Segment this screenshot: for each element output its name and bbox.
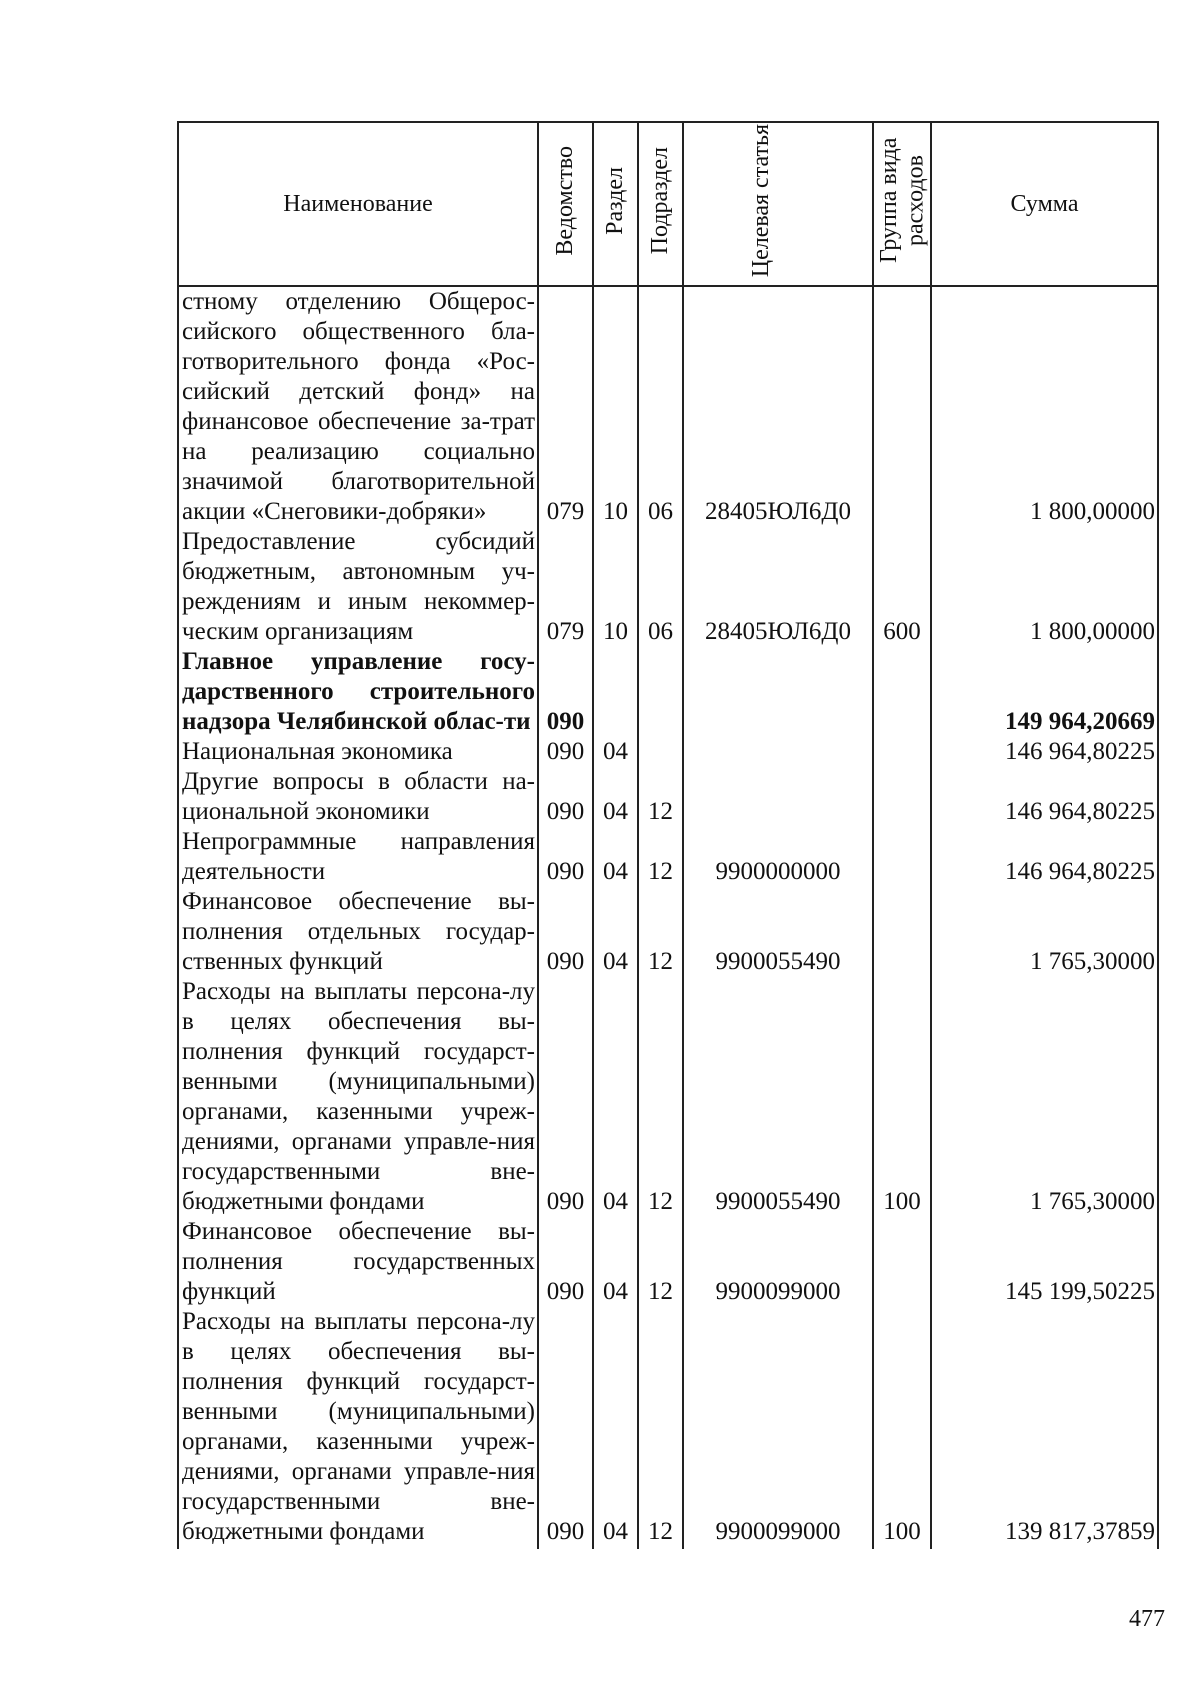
row-name: Расходы на выплаты персона-лу в целях обеспечения вы-полнения функций государст-венными (муниципальными) органами, казенными учреж-дениями, органами управле-ния государственными вне-бюджетными фондами	[178, 1307, 538, 1549]
row-celevaya-statya	[683, 647, 873, 737]
row-gruppa-vida-rashodov: 100	[873, 1307, 931, 1549]
row-name: Финансовое обеспечение вы-полнения отдельных государ-ственных функций	[178, 887, 538, 977]
row-summa: 149 964,20669	[931, 647, 1158, 737]
row-summa: 146 964,80225	[931, 767, 1158, 827]
row-razdel: 04	[593, 977, 638, 1217]
row-summa: 145 199,50225	[931, 1217, 1158, 1307]
row-vedomstvo: 090	[538, 977, 593, 1217]
row-vedomstvo: 090	[538, 767, 593, 827]
budget-table	[177, 121, 1159, 1549]
row-name: Национальная экономика	[178, 737, 538, 767]
row-gruppa-vida-rashodov	[873, 887, 931, 977]
row-celevaya-statya: 9900099000	[683, 1217, 873, 1307]
header-celevaya-statya: Целевая статья	[683, 122, 873, 286]
table-row	[178, 1307, 1158, 1549]
row-podrazdel: 12	[638, 1217, 683, 1307]
row-razdel: 04	[593, 1307, 638, 1549]
row-razdel: 10	[593, 527, 638, 647]
row-summa: 1 765,30000	[931, 977, 1158, 1217]
row-name: Другие вопросы в области на-циональной экономики	[178, 767, 538, 827]
table-row	[178, 767, 1158, 827]
table-row	[178, 737, 1158, 767]
row-podrazdel: 12	[638, 1307, 683, 1549]
row-celevaya-statya: 9900055490	[683, 977, 873, 1217]
row-vedomstvo: 090	[538, 827, 593, 887]
header-gruppa-vida-rashodov: Группа вида расходов	[873, 122, 931, 286]
row-podrazdel: 12	[638, 827, 683, 887]
row-celevaya-statya	[683, 737, 873, 767]
row-podrazdel: 06	[638, 286, 683, 527]
row-podrazdel: 12	[638, 767, 683, 827]
row-razdel: 04	[593, 737, 638, 767]
header-name: Наименование	[178, 122, 538, 286]
header-summa: Сумма	[931, 122, 1158, 286]
row-summa: 1 800,00000	[931, 286, 1158, 527]
row-podrazdel	[638, 647, 683, 737]
row-celevaya-statya: 9900055490	[683, 887, 873, 977]
row-summa: 1 765,30000	[931, 887, 1158, 977]
row-summa: 139 817,37859	[931, 1307, 1158, 1549]
row-name: Непрограммные направления деятельности	[178, 827, 538, 887]
row-name: стному отделению Общерос-сийского общественного бла-готворительного фонда «Рос-сийский детский фонд» на финансовое обеспечение за-трат на реализацию социально значимой благотворительной акции «Снеговики-добряки»	[178, 286, 538, 527]
row-gruppa-vida-rashodov	[873, 827, 931, 887]
row-gruppa-vida-rashodov: 100	[873, 977, 931, 1217]
row-summa: 1 800,00000	[931, 527, 1158, 647]
budget-table-sheet	[177, 121, 1157, 1549]
row-vedomstvo: 090	[538, 887, 593, 977]
row-celevaya-statya: 9900000000	[683, 827, 873, 887]
row-razdel	[593, 647, 638, 737]
row-vedomstvo: 079	[538, 286, 593, 527]
row-name: Расходы на выплаты персона-лу в целях обеспечения вы-полнения функций государст-венными (муниципальными) органами, казенными учреж-дениями, органами управле-ния государственными вне-бюджетными фондами	[178, 977, 538, 1217]
row-podrazdel: 12	[638, 977, 683, 1217]
row-razdel: 04	[593, 887, 638, 977]
table-row	[178, 827, 1158, 887]
table-row	[178, 977, 1158, 1217]
row-razdel: 10	[593, 286, 638, 527]
row-gruppa-vida-rashodov	[873, 737, 931, 767]
row-name: Главное управление госу-дарственного строительного надзора Челябинской облас-ти	[178, 647, 538, 737]
row-vedomstvo: 090	[538, 647, 593, 737]
row-vedomstvo: 090	[538, 1217, 593, 1307]
row-name: Финансовое обеспечение вы-полнения государственных функций	[178, 1217, 538, 1307]
row-gruppa-vida-rashodov: 600	[873, 527, 931, 647]
table-header	[178, 122, 1158, 286]
row-razdel: 04	[593, 767, 638, 827]
table-row	[178, 286, 1158, 527]
row-podrazdel	[638, 737, 683, 767]
table-row	[178, 1217, 1158, 1307]
row-celevaya-statya: 9900099000	[683, 1307, 873, 1549]
row-vedomstvo: 090	[538, 737, 593, 767]
row-gruppa-vida-rashodov	[873, 767, 931, 827]
row-podrazdel: 06	[638, 527, 683, 647]
row-razdel: 04	[593, 827, 638, 887]
row-podrazdel: 12	[638, 887, 683, 977]
row-vedomstvo: 090	[538, 1307, 593, 1549]
row-celevaya-statya: 28405ЮЛ6Д0	[683, 527, 873, 647]
header-podrazdel: Подраздел	[638, 122, 683, 286]
row-summa: 146 964,80225	[931, 827, 1158, 887]
row-vedomstvo: 079	[538, 527, 593, 647]
table-body	[178, 286, 1158, 1549]
row-summa: 146 964,80225	[931, 737, 1158, 767]
row-gruppa-vida-rashodov	[873, 1217, 931, 1307]
row-celevaya-statya	[683, 767, 873, 827]
row-razdel: 04	[593, 1217, 638, 1307]
header-razdel: Раздел	[593, 122, 638, 286]
table-row	[178, 527, 1158, 647]
row-gruppa-vida-rashodov	[873, 647, 931, 737]
page-number: 477	[1129, 1606, 1165, 1632]
header-vedomstvo: Ведомство	[538, 122, 593, 286]
table-row	[178, 647, 1158, 737]
row-celevaya-statya: 28405ЮЛ6Д0	[683, 286, 873, 527]
table-row	[178, 887, 1158, 977]
row-name: Предоставление субсидий бюджетным, автономным уч-реждениям и иным некоммер-ческим организациям	[178, 527, 538, 647]
row-gruppa-vida-rashodov	[873, 286, 931, 527]
